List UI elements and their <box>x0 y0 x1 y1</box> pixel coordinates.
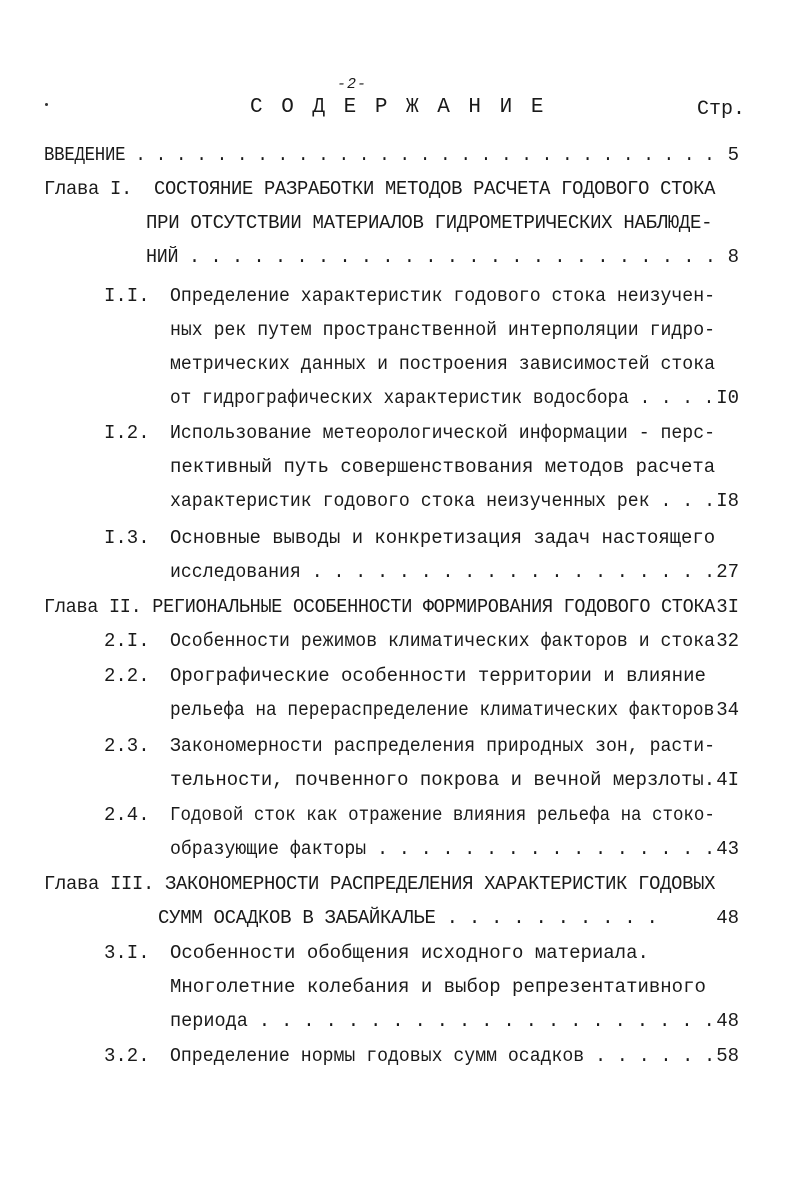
toc-page: 32 <box>716 630 739 652</box>
toc-page: I0 <box>716 387 739 409</box>
toc-line: Закономерности распределения природных зон, расти- <box>170 735 716 757</box>
toc-section-number: 3.I. <box>104 942 150 964</box>
toc-page: 8 <box>727 246 739 268</box>
toc-page: 27 <box>716 561 739 583</box>
toc-line: Определение нормы годовых сумм осадков . . . . . . <box>170 1045 716 1067</box>
toc-section-number: 2.2. <box>104 665 150 687</box>
toc-line: Многолетние колебания и выбор репрезентативного <box>170 976 706 998</box>
toc-line: ПРИ ОТСУТСТВИИ МАТЕРИАЛОВ ГИДРОМЕТРИЧЕСКИХ НАБЛЮДЕ- <box>146 212 713 234</box>
toc-page: 4I <box>716 769 739 791</box>
toc-line: Годовой сток как отражение влияния рельефа на стоко- <box>170 804 715 826</box>
toc-page: 58 <box>716 1045 739 1067</box>
toc-section-number: I.3. <box>104 527 150 549</box>
toc-line: исследования . . . . . . . . . . . . . . . . . . . <box>170 561 716 583</box>
toc-line: тельности, почвенного покрова и вечной мерзлоты. <box>170 769 716 791</box>
toc-section-number: 2.4. <box>104 804 150 826</box>
page-title: С О Д Е Р Ж А Н И Е <box>250 96 547 119</box>
stray-mark <box>45 103 48 106</box>
toc-line: Глава II. РЕГИОНАЛЬНЫЕ ОСОБЕННОСТИ ФОРМИРОВАНИЯ ГОДОВОГО СТОКА <box>44 596 716 618</box>
toc-line: Орографические особенности территории и влияние <box>170 665 706 687</box>
toc-section-number: I.I. <box>104 285 150 307</box>
toc-line: периода . . . . . . . . . . . . . . . . . . . . . <box>170 1010 715 1032</box>
toc-line: Глава III. ЗАКОНОМЕРНОСТИ РАСПРЕДЕЛЕНИЯ ХАРАКТЕРИСТИК ГОДОВЫХ <box>44 873 716 895</box>
toc-line: метрических данных и построения зависимостей стока <box>170 353 716 375</box>
toc-line: Глава I. СОСТОЯНИЕ РАЗРАБОТКИ МЕТОДОВ РАСЧЕТА ГОДОВОГО СТОКА <box>44 178 716 200</box>
toc-line: СУММ ОСАДКОВ В ЗАБАЙКАЛЬЕ . . . . . . . . . . <box>158 907 658 929</box>
toc-page: I8 <box>716 490 739 512</box>
toc-section-number: 2.3. <box>104 735 150 757</box>
toc-section-number: 2.I. <box>104 630 150 652</box>
toc-line: Определение характеристик годового стока неизучен- <box>170 285 716 307</box>
page-number: -2- <box>337 76 368 93</box>
page-column-label: Стр. <box>697 98 746 121</box>
toc-page: 3I <box>716 596 739 618</box>
toc-line: Особенности обобщения исходного материала. <box>170 942 649 964</box>
toc-page: 48 <box>716 907 739 929</box>
toc-section-number: I.2. <box>104 422 150 444</box>
toc-line: ВВЕДЕНИЕ . . . . . . . . . . . . . . . . . . . . . . . . . . . . . <box>44 144 715 166</box>
toc-line: рельефа на перераспределение климатических факторов <box>170 699 715 721</box>
toc-page: 43 <box>716 838 739 860</box>
toc-line: образующие факторы . . . . . . . . . . . . . . . . <box>170 838 716 860</box>
toc-line: ных рек путем пространственной интерполяции гидро- <box>170 319 716 341</box>
toc-line: характеристик годового стока неизученных рек . . . <box>170 490 716 512</box>
toc-page: 5 <box>727 144 739 166</box>
toc-section-number: 3.2. <box>104 1045 150 1067</box>
toc-line: Особенности режимов климатических факторов и стока <box>170 630 716 652</box>
toc-line: Основные выводы и конкретизация задач настоящего <box>170 527 716 549</box>
toc-line: Использование метеорологической информации - перс- <box>170 422 716 444</box>
toc-line: от гидрографических характеристик водосбора . . . . <box>170 387 715 409</box>
toc-page: 48 <box>716 1010 739 1032</box>
toc-page: 34 <box>716 699 739 721</box>
toc-line: пективный путь совершенствования методов расчета <box>170 456 716 478</box>
toc-line: НИЙ . . . . . . . . . . . . . . . . . . . . . . . . . <box>146 246 716 268</box>
